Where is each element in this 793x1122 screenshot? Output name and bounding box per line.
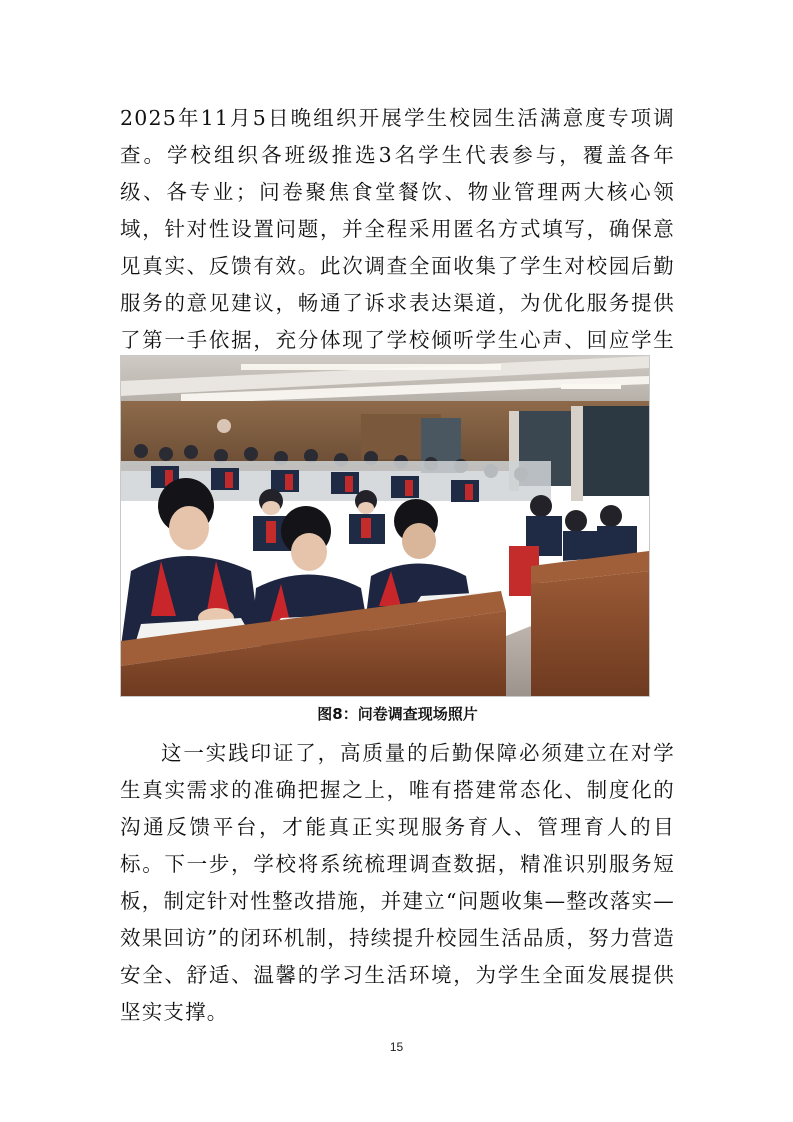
page-number: 15 [389, 1040, 404, 1054]
survey-photo [121, 356, 649, 696]
body-paragraph-1: 2025年11月5日晚组织开展学生校园生活满意度专项调查。学校组织各班级推选3名学生代表参与，覆盖各年级、各专业；问卷聚焦食堂餐饮、物业管理两大核心领域，针对性设置问题，并全程采用匿名方式填写，确保意见真实、反馈有效。此次调查全面收集了学生对校园后勤服务的意见建议，畅通了诉求表达渠道，为优化服务提供了第一手依据，充分体现了学校倾听学生心声、回应学生 [120, 106, 675, 352]
figure-caption: 图8：问卷调查现场照片 [317, 705, 478, 723]
body-paragraph-2: 这一实践印证了，高质量的后勤保障必须建立在对学生真实需求的准确把握之上，唯有搭建常态化、制度化的沟通反馈平台，才能真正实现服务育人、管理育人的目标。下一步，学校将系统梳理调查数据，精准识别服务短板，制定针对性整改措施，并建立“问题收集—整改落实—效果回访”的闭环机制，持续提升校园生活品质，努力营造安全、舒适、温馨的学习生活环境，为学生全面发展提供坚实支撑。 [120, 741, 675, 1024]
survey-photo-figure [120, 355, 650, 697]
